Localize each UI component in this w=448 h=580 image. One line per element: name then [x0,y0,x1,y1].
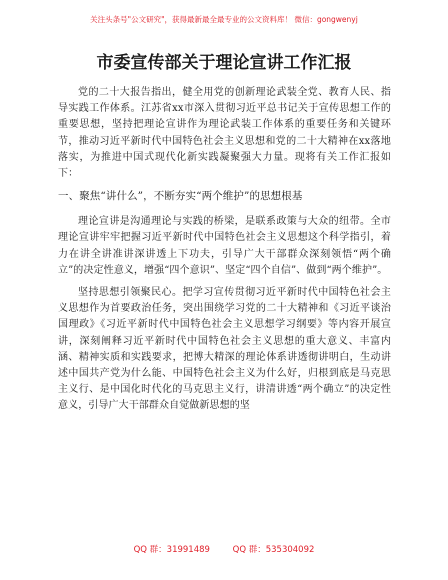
intro-paragraph: 党的二十大报告指出，健全用党的创新理论武装全党、教育人民、指导实践工作体系。江苏省xx市深入贯彻习近平总书记关于宣传思想工作的重要思想，坚持把理论宣讲作为理论武装工作体系的重要任务和关键环节，推动习近平新时代中国特色社会主义思想和党的二十大精神在xx落地落实，为推进中国式现代化新实践凝聚强大力量。现将有关工作汇报如下： [58,87,391,180]
document-body [58,85,391,421]
page-title: 市委宣传部关于理论宣讲工作汇报 [96,53,352,73]
body-paragraph: 坚持思想引领聚民心。把学习宣传贯彻习近平新时代中国特色社会主义思想作为首要政治任务，突出围绕学习党的二十大精神和《习近平谈治国理政》《习近平新时代中国特色社会主义思想学习纲要》等内容开展宣讲，深刻阐释习近平新时代中国特色社会主义思想的重大意义、丰富内涵、精神实质和实践要求，把博大精深的理论体系讲透彻讲明白，生动讲述中国共产党为什么能、中国特色社会主义为什么好，归根到底是马克思主义行、是中国化时代化的马克思主义行，讲清讲透“两个确立”的决定性意义，引导广大干部群众自觉做新思想的坚 [58,287,391,412]
top-banner: 关注头条号"公文研究"，获得最新最全最专业的公文资料库！ 微信：gongwenyj [90,15,358,24]
footer [0,543,448,555]
body-paragraph: 理论宣讲是沟通理论与实践的桥梁，是联系政策与大众的纽带。全市理论宣讲牢牢把握习近平新时代中国特色社会主义思想这个科学指引，着力在讲全讲准讲深讲透上下功夫，引导广大干部群众深刻领悟“两个确立”的决定性意义，增强“四个意识”、坚定“四个自信”、做到“两个维护”。 [58,216,391,276]
section-heading: 一、聚焦“讲什么”，不断夯实“两个维护”的思想根基 [58,190,303,203]
footer-qq-group-2: QQ 群：535304092 [232,545,315,555]
footer-qq-group-1: QQ 群：31991489 [133,545,210,555]
